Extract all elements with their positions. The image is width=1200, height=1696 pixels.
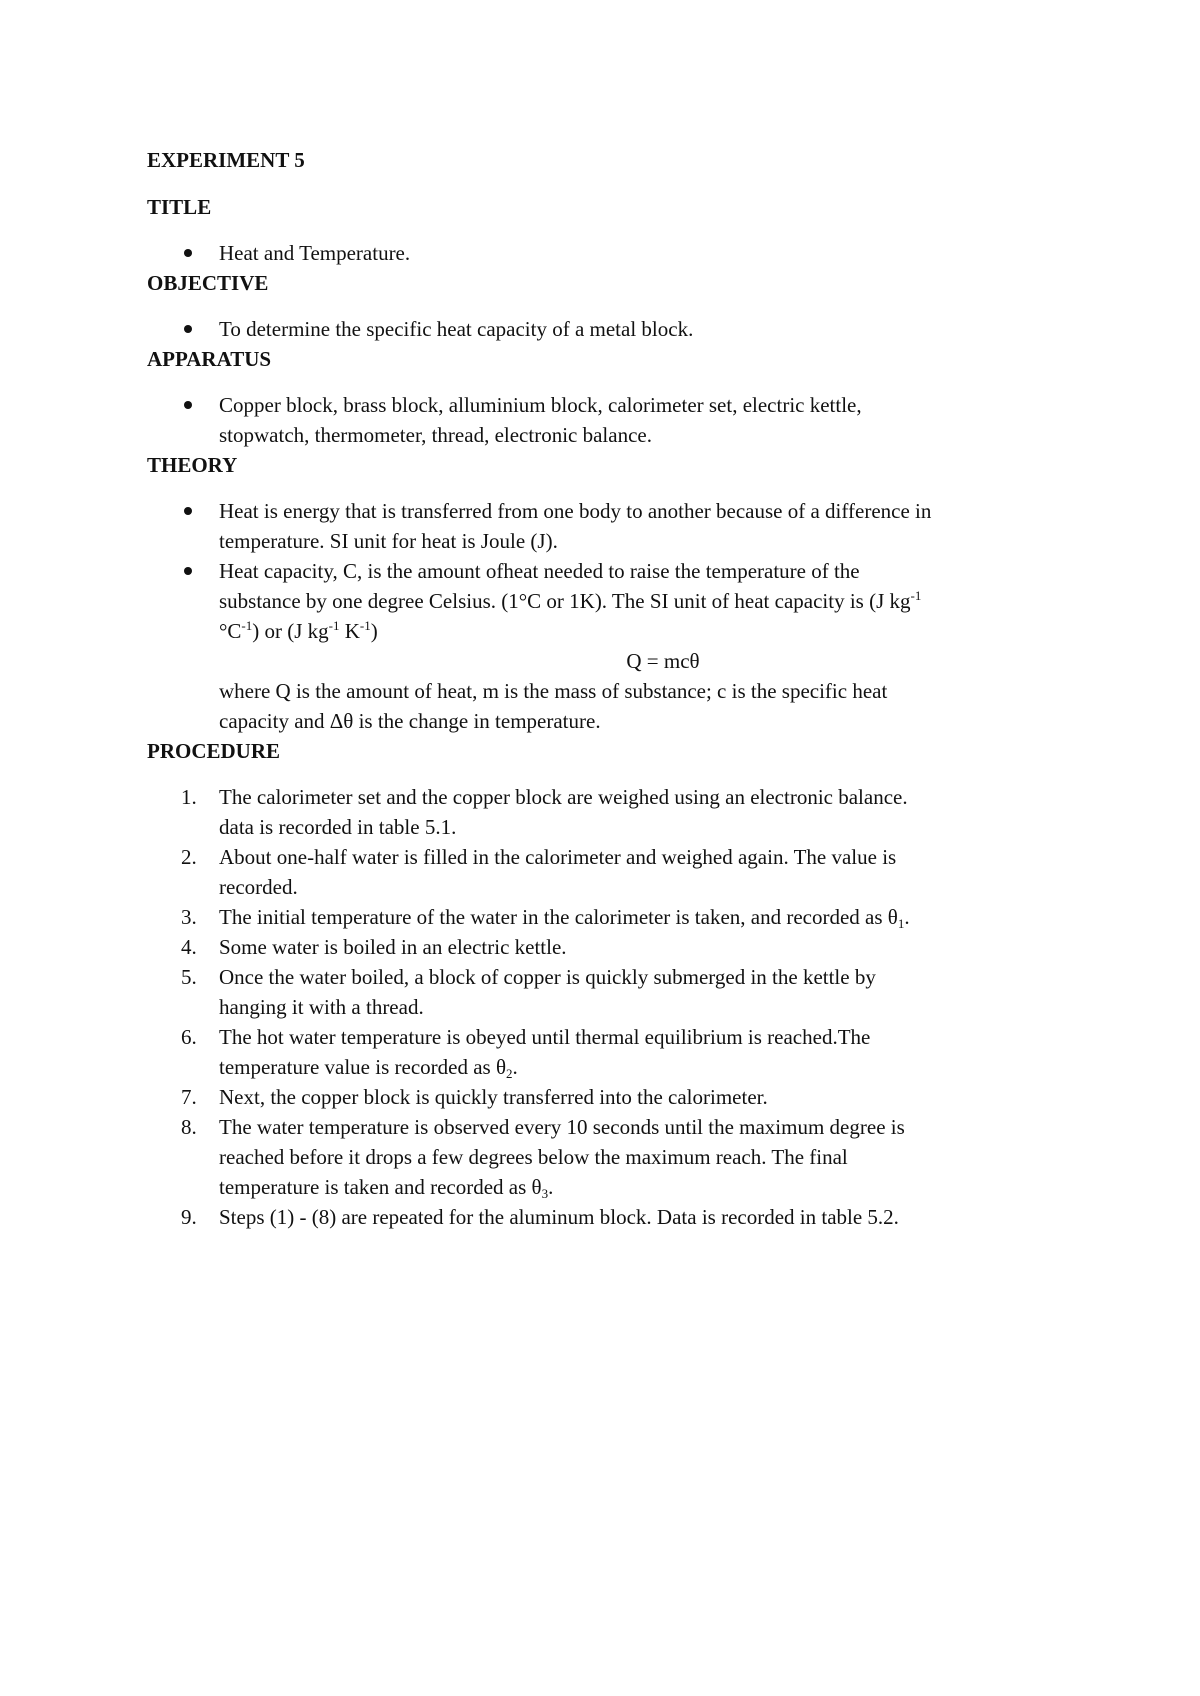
step-text: The initial temperature of the water in the calorimeter is taken, and recorded as θ <box>219 905 898 929</box>
step-tail: . <box>904 905 910 929</box>
objective-item <box>147 314 1067 344</box>
unit-text: ) or (J kg <box>252 619 329 643</box>
subscript: 3 <box>541 1186 549 1201</box>
procedure-step <box>147 842 1067 902</box>
capacity-line-2-text: substance by one degree Celsius. (1°C or 1K). The SI unit of heat capacity is (J kg <box>219 589 911 613</box>
step-line: reached before it drops a few degrees below the maximum reach. The final <box>219 1145 848 1169</box>
step-line: hanging it with a thread. <box>219 995 424 1019</box>
procedure-step <box>147 902 1067 932</box>
step-line: Steps (1) - (8) are repeated for the aluminum block. Data is recorded in table 5.2. <box>219 1205 899 1229</box>
theory-heading: THEORY <box>147 453 238 477</box>
unit-close: ) <box>370 619 378 643</box>
step-line: The calorimeter set and the copper block are weighed using an electronic balance. <box>219 785 908 809</box>
step-text: temperature is taken and recorded as θ <box>219 1175 542 1199</box>
title-list <box>147 238 1067 268</box>
theory-item-heat-capacity <box>147 556 1067 736</box>
step-number: 1. <box>181 785 197 809</box>
step-line: recorded. <box>219 875 298 899</box>
theory-capacity-line-1: Heat capacity, C, is the amount ofheat needed to raise the temperature of the <box>219 559 860 583</box>
procedure-step <box>147 1202 1067 1232</box>
bullet-icon <box>184 507 192 515</box>
subscript: 1 <box>897 916 905 931</box>
document-body <box>147 145 1067 1232</box>
theory-list <box>147 496 1067 736</box>
unit-kelvin: K <box>339 619 360 643</box>
bullet-icon <box>184 249 192 257</box>
theory-item-heat <box>147 496 1067 556</box>
theory-where-line-2: capacity and Δθ is the change in temperature. <box>219 709 601 733</box>
objective-text: To determine the specific heat capacity of a metal block. <box>219 317 694 341</box>
step-number: 5. <box>181 965 197 989</box>
apparatus-line-1: Copper block, brass block, alluminium block, calorimeter set, electric kettle, <box>219 393 862 417</box>
step-tail: . <box>548 1175 554 1199</box>
procedure-heading: PROCEDURE <box>147 739 281 763</box>
step-number: 3. <box>181 905 197 929</box>
step-line: The water temperature is observed every 10 seconds until the maximum degree is <box>219 1115 905 1139</box>
procedure-step <box>147 1022 1067 1082</box>
title-text: Heat and Temperature. <box>219 241 411 265</box>
apparatus-line-2: stopwatch, thermometer, thread, electronic balance. <box>219 423 652 447</box>
theory-capacity-line-2 <box>219 586 1067 616</box>
apparatus-list <box>147 390 1067 450</box>
procedure-step <box>147 1112 1067 1202</box>
procedure-step <box>147 782 1067 842</box>
superscript: -1 <box>241 618 253 633</box>
step-number: 4. <box>181 935 197 959</box>
bullet-icon <box>184 567 192 575</box>
step-number: 6. <box>181 1025 197 1049</box>
step-number: 2. <box>181 845 197 869</box>
step-line: About one-half water is filled in the calorimeter and weighed again. The value is <box>219 845 897 869</box>
step-line: data is recorded in table 5.1. <box>219 815 457 839</box>
formula: Q = mcθ <box>626 649 700 673</box>
step-line: Once the water boiled, a block of copper is quickly submerged in the kettle by <box>219 965 876 989</box>
bullet-icon <box>184 401 192 409</box>
step-text: temperature value is recorded as θ <box>219 1055 507 1079</box>
step-number: 9. <box>181 1205 197 1229</box>
apparatus-item <box>147 390 1067 450</box>
experiment-heading: EXPERIMENT 5 <box>147 148 305 172</box>
theory-capacity-line-3 <box>219 616 1067 646</box>
step-tail: . <box>512 1055 518 1079</box>
step-line: Next, the copper block is quickly transferred into the calorimeter. <box>219 1085 768 1109</box>
superscript: -1 <box>910 588 922 603</box>
step-line <box>219 902 1067 932</box>
theory-where-line-1: where Q is the amount of heat, m is the mass of substance; c is the specific heat <box>219 679 888 703</box>
theory-heat-line-2: temperature. SI unit for heat is Joule (J). <box>219 529 558 553</box>
step-number: 8. <box>181 1115 197 1139</box>
superscript: -1 <box>328 618 340 633</box>
unit-celsius: °C <box>219 619 242 643</box>
step-line: Some water is boiled in an electric kettle. <box>219 935 567 959</box>
bullet-icon <box>184 325 192 333</box>
objective-heading: OBJECTIVE <box>147 271 269 295</box>
step-line: The hot water temperature is obeyed until thermal equilibrium is reached.The <box>219 1025 871 1049</box>
step-number: 7. <box>181 1085 197 1109</box>
objective-list <box>147 314 1067 344</box>
theory-heat-line-1: Heat is energy that is transferred from one body to another because of a difference in <box>219 499 932 523</box>
procedure-list <box>147 782 1067 1232</box>
procedure-step <box>147 962 1067 1022</box>
title-item <box>147 238 1067 268</box>
procedure-step <box>147 932 1067 962</box>
step-line <box>219 1172 1067 1202</box>
apparatus-heading: APPARATUS <box>147 347 272 371</box>
superscript: -1 <box>359 618 371 633</box>
title-heading: TITLE <box>147 195 212 219</box>
procedure-step <box>147 1082 1067 1112</box>
subscript: 2 <box>506 1066 513 1081</box>
step-line <box>219 1052 1067 1082</box>
